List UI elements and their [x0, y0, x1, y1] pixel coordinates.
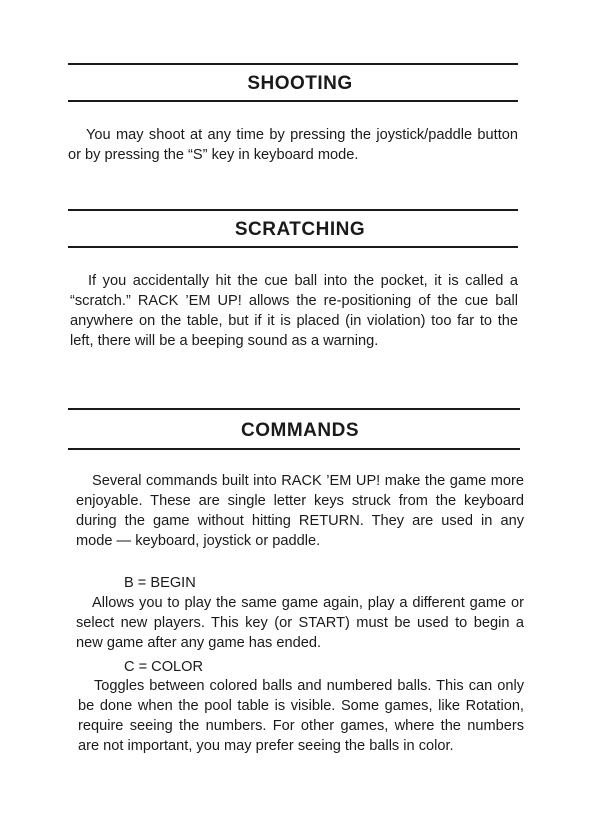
- scratching-body: If you accidentally hit the cue ball into the pocket, it is called a “scratch.” RACK ’EM UP! allows the re-positioning of the cue ball anywhere on the table, but if it is placed (in violation) too far to the left, there will be a beeping sound as a warning.: [70, 273, 518, 349]
- scratching-heading: SCRATCHING: [234, 219, 366, 240]
- commands-heading: COMMANDS: [241, 420, 359, 441]
- shooting-body: You may shoot at any time by pressing the joystick/paddle button or by pressing the “S” key in keyboard mode.: [68, 127, 518, 163]
- command-c-description: Toggles between colored balls and numbered balls. This can only be done when the pool table is visible. Some games, like Rotation, require seeing the numbers. For other games, where the numbers are not important, you may prefer seeing the balls in color.: [78, 678, 524, 754]
- shooting-heading: SHOOTING: [247, 73, 353, 94]
- shooting-bottom-rule: [68, 100, 518, 102]
- commands-bottom-rule: [68, 448, 520, 450]
- command-c-label: C = COLOR: [124, 659, 204, 675]
- shooting-top-rule: [68, 63, 518, 65]
- commands-intro: Several commands built into RACK ’EM UP! make the game more enjoyable. These are single letter keys struck from the keyboard during the game without hitting RETURN. They are used in any mode — keyboard, joystick or paddle.: [76, 473, 524, 549]
- command-b-label: B = BEGIN: [124, 575, 196, 591]
- scratching-bottom-rule: [68, 246, 518, 248]
- command-b-description: Allows you to play the same game again, play a different game or select new players. This key (or START) must be used to begin a new game after any game has ended.: [76, 595, 524, 651]
- commands-top-rule: [68, 408, 520, 410]
- scratching-top-rule: [68, 209, 518, 211]
